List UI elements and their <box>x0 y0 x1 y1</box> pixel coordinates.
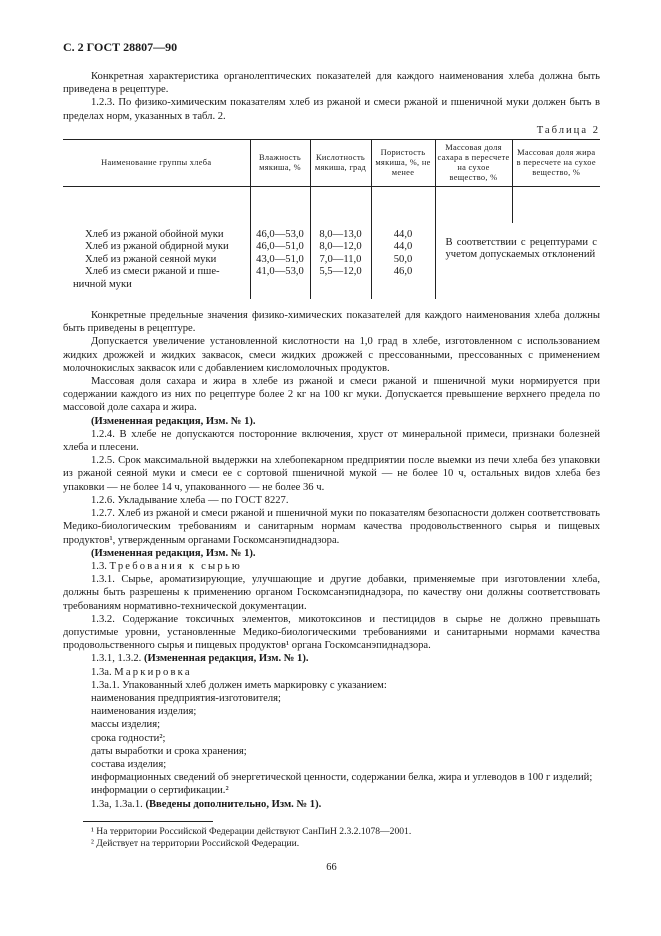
table-spacer-row <box>63 187 600 224</box>
paragraph: массы изделия; <box>91 719 161 731</box>
header-porosity: Пористость мякиша, %, не менее <box>371 140 435 187</box>
table-row-name: Хлеб из ржаной сеяной муки <box>85 253 217 265</box>
amendment-note: (Введены дополнительно, Изм. № 1). <box>145 798 322 810</box>
paragraph: Массовая доля сахара и жира в хлебе из ржаной и смеси ржаной и пшеничной муки нормируется при содержании каждого из них по рецептуре более 2 кг на 100 кг муки. Допускается превышение верхнего предела по массовой доле сахара и жира. <box>63 376 600 414</box>
paragraph-ref: 1.3а, 1.3а.1. <box>91 798 146 810</box>
paragraph: Конкретные предельные значения физико-химических показателей для каждого наименования хлеба должны быть приведены в рецептуре. <box>63 310 600 335</box>
acidity-cell <box>310 223 371 299</box>
paragraph: даты выработки и срока хранения; <box>91 745 247 757</box>
paragraph <box>63 666 600 679</box>
acidity-value: 8,0—12,0 <box>319 241 362 253</box>
moisture-value: 46,0—53,0 <box>256 229 304 241</box>
table-2 <box>63 139 600 299</box>
paragraph: 1.2.3. По физико-химическим показателям хлеб из ржаной и смеси ржаной и пшеничной муки должен быть в пределах норм, указанных в табл. 2. <box>63 97 600 122</box>
paragraph: 1.3.2. Содержание токсичных элементов, микотоксинов и пестицидов в сырье не должно превышать допустимые уровни, установленные Медико-биологическими требованиями и санитарными нормами качества продовольственного сырья и пищевых продуктов¹ органа Госкомсанэпиднадзора. <box>63 613 600 652</box>
paragraph: срока годности²; <box>91 732 166 744</box>
paragraph: 1.2.6. Укладывание хлеба — по ГОСТ 8227. <box>91 494 289 506</box>
paragraph: информации о сертификации.² <box>91 785 229 797</box>
paragraph: 1.2.7. Хлеб из ржаной и смеси ржаной и пшеничной муки по показателям безопасности должен соответствовать Медико-биологическим требованиям и санитарным нормам качества продовольственного сырья и пищевых продуктов¹, утвержденным органами Госкомсанэпиднадзора. <box>63 508 600 546</box>
section-number: 1.3. <box>91 560 110 572</box>
moisture-cell <box>250 223 310 299</box>
moisture-value: 41,0—53,0 <box>256 266 304 278</box>
sugar-fat-note: В соответствии с рецептурами с учетом допускаемых отклонений <box>435 223 600 299</box>
header-acidity: Кислотность мякиша, град <box>310 140 371 187</box>
header-moisture: Влажность мякиша, % <box>250 140 310 187</box>
porosity-value: 50,0 <box>393 253 413 265</box>
header-sugar: Массовая доля сахара в пересчете на сухое вещество, % <box>435 140 512 187</box>
acidity-value: 8,0—13,0 <box>319 229 362 241</box>
paragraph: 1.2.5. Срок максимальной выдержки на хлебопекарном предприятии после выемки из печи хлеба без упаковки из ржаной сеяной муки и смеси ее с сортовой пшеничной мукой — не более 10 ч, остальных видов хлеба без упаковки — не более 14 ч, упакованного — не более 36 ч. <box>63 455 600 493</box>
footnote: ¹ На территории Российской Федерации действуют СанПиН 2.3.2.1078—2001. <box>91 825 412 837</box>
paragraph: (Измененная редакция, Изм. № 1). <box>91 415 256 427</box>
table-header-row <box>63 140 600 187</box>
header-group-name: Наименование группы хлеба <box>63 140 250 187</box>
page-number: 66 <box>326 862 337 874</box>
group-names-cell <box>63 223 250 299</box>
paragraph-ref: 1.3.1, 1.3.2. <box>91 653 144 665</box>
moisture-value: 46,0—51,0 <box>256 241 304 253</box>
table-row-name: Хлеб из смеси ржаной и пше- <box>85 266 220 278</box>
paragraph <box>63 560 600 573</box>
paragraph <box>63 798 600 811</box>
paragraph: состава изделия; <box>91 758 167 770</box>
acidity-value: 7,0—11,0 <box>319 253 362 265</box>
porosity-value: 44,0 <box>393 241 413 253</box>
paragraph: (Измененная редакция, Изм. № 1). <box>91 547 256 559</box>
amendment-note: (Измененная редакция, Изм. № 1). <box>143 653 309 665</box>
paragraph: информационных сведений об энергетической ценности, содержании белка, жира и углеводов в 100 г изделий; <box>91 772 593 784</box>
paragraph: Допускается увеличение установленной кислотности на 1,0 град в хлебе, изготовленном с использованием жидких дрожжей и жидких заквасок, смеси жидких дрожжей с прессованными, прессованных с применением молочнокислых заквасок или с добавлением кисломолочных продуктов. <box>63 336 600 374</box>
porosity-value: 44,0 <box>393 229 413 241</box>
paragraph: 1.3.1. Сырье, ароматизирующие, улучшающие и другие добавки, применяемые при изготовлении хлеба, должны быть разрешены к применению органом Госкомсанэпиднадзора, по качеству они должны соответствовать требованиям нормативно-технической документации. <box>63 574 600 612</box>
footnote: ² Действует на территории Российской Федерации. <box>91 837 300 849</box>
paragraph: 1.3а.1. Упакованный хлеб должен иметь маркировку с указанием: <box>91 679 387 691</box>
section-title: Маркировка <box>114 666 192 678</box>
paragraph <box>63 652 600 665</box>
body-text <box>63 309 600 811</box>
paragraph: наименования предприятия-изготовителя; <box>91 692 281 704</box>
section-title: Требования к сырью <box>109 560 242 572</box>
footnote-divider <box>83 821 213 822</box>
header-fat: Массовая доля жира в пересчете на сухое вещество, % <box>512 140 600 187</box>
section-number: 1.3а. <box>91 666 115 678</box>
porosity-value: 46,0 <box>393 266 413 278</box>
table-row-name-cont: ничной муки <box>73 278 132 290</box>
page-header: С. 2 ГОСТ 28807—90 <box>63 40 178 54</box>
paragraph: 1.2.4. В хлебе не допускаются посторонние включения, хруст от минеральной примеси, признаки болезней хлеба и плесени. <box>63 428 600 454</box>
moisture-value: 43,0—51,0 <box>256 253 304 265</box>
table-caption: Таблица 2 <box>536 124 600 136</box>
porosity-cell <box>371 223 435 299</box>
table-row-name: Хлеб из ржаной обойной муки <box>85 229 224 241</box>
table-row-name: Хлеб из ржаной обдирной муки <box>85 241 229 253</box>
acidity-value: 5,5—12,0 <box>319 266 362 278</box>
paragraph: наименования изделия; <box>91 706 197 718</box>
document-page <box>63 40 600 875</box>
table-body-row <box>63 223 600 299</box>
paragraph: Конкретная характеристика органолептических показателей для каждого наименования хлеба должна быть приведена в рецептуре. <box>63 71 600 96</box>
